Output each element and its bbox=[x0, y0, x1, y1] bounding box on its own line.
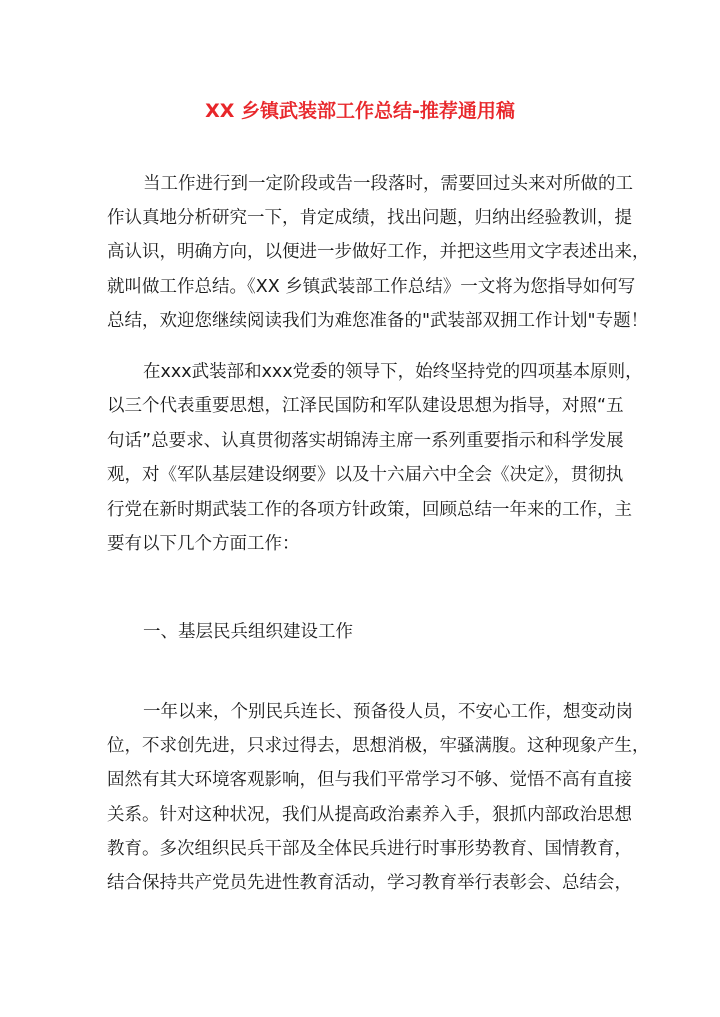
paragraph-2-line-4: 观，对《军队基层建设纲要》以及十六届六中全会《决定》，贯彻执 bbox=[107, 465, 624, 485]
paragraph-1-line-2: 作认真地分析研究一下，肯定成绩，找出问题，归纳出经验教训，提 bbox=[107, 208, 632, 228]
paragraph-3-line-2: 位，不求创先进，只求过得去，思想消极，牢骚满腹。这种现象产生， bbox=[107, 736, 650, 756]
paragraph-3-line-5: 教育。多次组织民兵干部及全体民兵进行时事形势教育、国情教育， bbox=[107, 839, 632, 859]
paragraph-1-line-5: 总结，欢迎您继续阅读我们为难您准备的"武装部双拥工作计划"专题！ bbox=[107, 311, 649, 331]
section-1-heading: 一、基层民兵组织建设工作 bbox=[143, 622, 353, 642]
paragraph-2-line-1: 在xxx武装部和xxx党委的领导下，始终坚持党的四项基本原则， bbox=[143, 362, 643, 382]
paragraph-2-line-5: 行党在新时期武装工作的各项方针政策，回顾总结一年来的工作，主 bbox=[107, 500, 632, 520]
paragraph-3-line-6: 结合保持共产党员先进性教育活动，学习教育举行表彰会、总结会， bbox=[107, 873, 632, 893]
paragraph-3-line-4: 关系。针对这种状况，我们从提高政治素养入手，狠抓内部政治思想 bbox=[107, 805, 632, 825]
paragraph-2-line-2: 以三个代表重要思想，江泽民国防和军队建设思想为指导，对照“五 bbox=[107, 396, 624, 416]
paragraph-3-line-3: 固然有其大环境客观影响，但与我们平常学习不够、觉悟不高有直接 bbox=[107, 770, 632, 790]
paragraph-1-line-1: 当工作进行到一定阶段或告一段落时，需要回过头来对所做的工 bbox=[143, 174, 633, 194]
paragraph-2-line-3: 句话”总要求、认真贯彻落实胡锦涛主席一系列重要指示和科学发展 bbox=[107, 431, 624, 451]
document-title: XX 乡镇武装部工作总结-推荐通用稿 bbox=[205, 100, 515, 122]
paragraph-1-line-3: 高认识，明确方向，以便进一步做好工作，并把这些用文字表述出来， bbox=[107, 242, 650, 262]
paragraph-3-line-1: 一年以来，个别民兵连长、预备役人员，不安心工作，想变动岗 bbox=[143, 702, 633, 722]
paragraph-2-line-6: 要有以下几个方面工作： bbox=[107, 534, 300, 554]
paragraph-1-line-4: 就叫做工作总结。《XX 乡镇武装部工作总结》一文将为您指导如何写 bbox=[107, 277, 636, 297]
